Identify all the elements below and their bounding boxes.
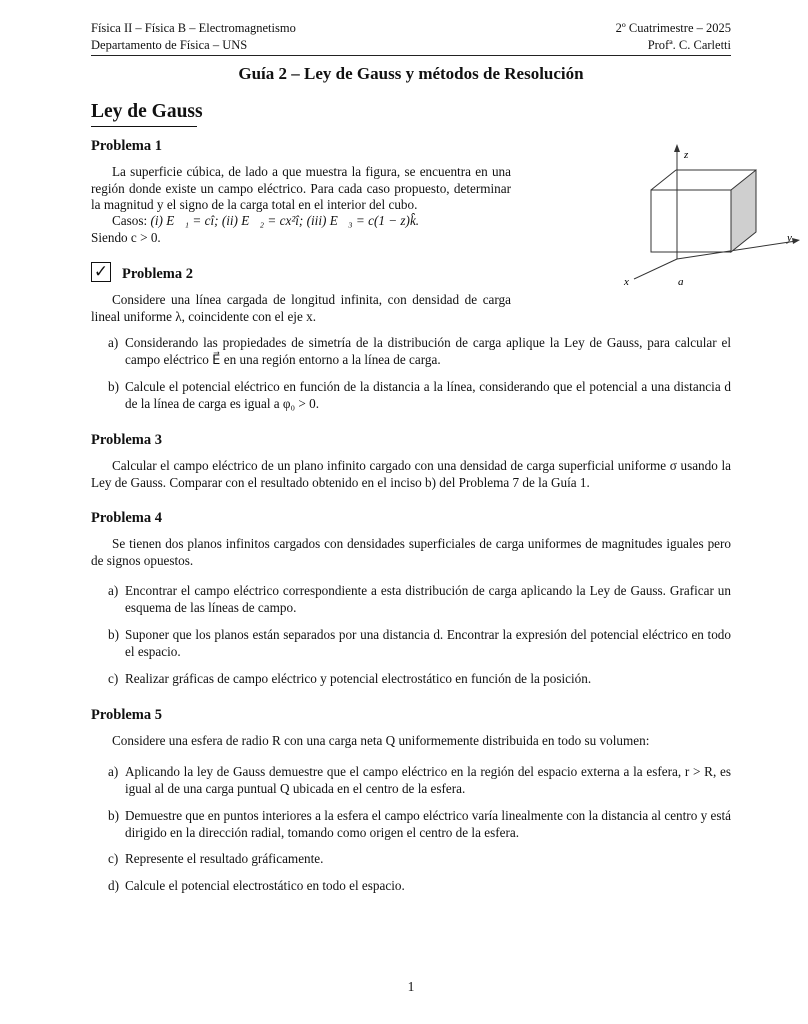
item-text: Calcule el potencial eléctrico en función de la distancia a la línea, considerando que el potencial a una distancia d de la línea de carga es igual a φ₀ > 0. — [125, 379, 731, 411]
problem-1-text — [91, 164, 511, 214]
case-ii: (ii) E⃗₂ = cx²î; — [221, 213, 304, 228]
problem-5-heading: Problema 5 — [91, 707, 163, 723]
header-rule — [91, 55, 731, 56]
problem-2-statement: Considere una línea cargada de longitud infinita, con densidad de carga lineal uniforme λ, coincidente con el eje x. — [91, 292, 511, 324]
cases-label: Casos: — [112, 213, 148, 228]
item-text: Calcule el potencial electrostático en todo el espacio. — [125, 878, 405, 893]
problem-1-condition: Siendo c > 0. — [91, 230, 161, 245]
problem-1-statement: La superficie cúbica, de lado a que muestra la figura, se encuentra en una región donde existe un campo eléctrico. Para cada caso propuesto, determinar la magnitud y el signo de la carga total en el interior del cubo. — [91, 164, 511, 213]
case-i: (i) E⃗₁ = cî; — [150, 213, 219, 228]
header-course: Física II – Física B – Electromagnetismo — [91, 21, 296, 35]
item-text: Considerando las propiedades de simetría de la distribución de carga aplique la Ley de Gauss, para calcular el campo eléctrico E⃗ en una región entorno a la línea de carga. — [125, 335, 731, 367]
x-axis-label: x — [624, 276, 629, 288]
problem-2-text — [91, 292, 511, 325]
section-title: Ley de Gauss — [91, 101, 203, 122]
section-underline — [91, 126, 197, 127]
document-title: Guía 2 – Ley de Gauss y métodos de Resolución — [238, 64, 584, 83]
item-text: Represente el resultado gráficamente. — [125, 851, 324, 866]
problem-4-statement: Se tienen dos planos infinitos cargados con densidades superficiales de carga uniformes de magnitudes iguales pero de signos opuestos. — [91, 536, 731, 568]
item-label: a) — [108, 764, 119, 779]
z-axis-arrow — [674, 144, 680, 152]
case-iii: (iii) E⃗₃ = c(1 − z)k̂. — [306, 213, 420, 228]
y-axis-arrow — [792, 238, 800, 244]
z-axis-label: z — [684, 149, 689, 161]
problem-4-text — [91, 536, 731, 569]
header-professor: Profª. C. Carletti — [647, 38, 731, 52]
item-text: Demuestre que en puntos interiores a la esfera el campo eléctrico varía linealmente con la distancia al centro y está dirigido en la dirección radial, tomando como origen el centro de la esfera. — [125, 808, 731, 840]
problem-3-statement: Calcular el campo eléctrico de un plano infinito cargado con una densidad de carga superficial uniforme σ usando la Ley de Gauss. Comparar con el resultado obtenido en el inciso b) del Problema 7 de la Guía 1. — [91, 458, 731, 490]
cube-figure — [618, 140, 808, 290]
header-line-1 — [91, 20, 731, 36]
header-department: Departamento de Física – UNS — [91, 38, 248, 52]
item-label: a) — [108, 583, 119, 598]
problem-1-cases — [91, 213, 511, 230]
item-label: c) — [108, 851, 119, 866]
problem-2-heading: Problema 2 — [122, 266, 194, 282]
cube-front-face — [651, 190, 731, 252]
header-term: 2º Cuatrimestre – 2025 — [615, 21, 731, 35]
page-number: 1 — [407, 979, 415, 994]
problem-3-text — [91, 458, 731, 491]
problem-1-heading: Problema 1 — [91, 138, 163, 154]
cube-shaded-face — [731, 170, 756, 252]
x-axis — [634, 259, 677, 279]
item-label: b) — [108, 379, 119, 394]
item-label: a) — [108, 335, 119, 350]
item-label: c) — [108, 671, 119, 686]
problem-5-statement: Considere una esfera de radio R con una carga neta Q uniformemente distribuida en todo su volumen: — [112, 733, 650, 748]
y-axis-label: y — [787, 232, 792, 244]
item-text: Realizar gráficas de campo eléctrico y potencial electrostático en función de la posición. — [125, 671, 592, 686]
item-label: d) — [108, 878, 119, 893]
item-text: Aplicando la ley de Gauss demuestre que el campo eléctrico en la región del espacio externa a la esfera, r > R, es igual al de una carga puntual Q ubicada en el centro de la esfera. — [125, 764, 731, 796]
header-line-2 — [91, 37, 731, 53]
item-text: Suponer que los planos están separados por una distancia d. Encontrar la expresión del potencial eléctrico en todo el espacio. — [125, 627, 731, 659]
completed-checkbox[interactable]: ✓ — [91, 262, 111, 282]
item-label: b) — [108, 627, 119, 642]
page — [91, 0, 792, 1024]
side-length-label: a — [678, 276, 684, 288]
problem-3-heading: Problema 3 — [91, 432, 163, 448]
problem-5-text — [91, 733, 731, 750]
problem-4-heading: Problema 4 — [91, 510, 163, 526]
item-label: b) — [108, 808, 119, 823]
item-text: Encontrar el campo eléctrico correspondiente a esta distribución de carga aplicando la Ley de Gauss. Graficar un esquema de las líneas de campo. — [125, 583, 731, 615]
